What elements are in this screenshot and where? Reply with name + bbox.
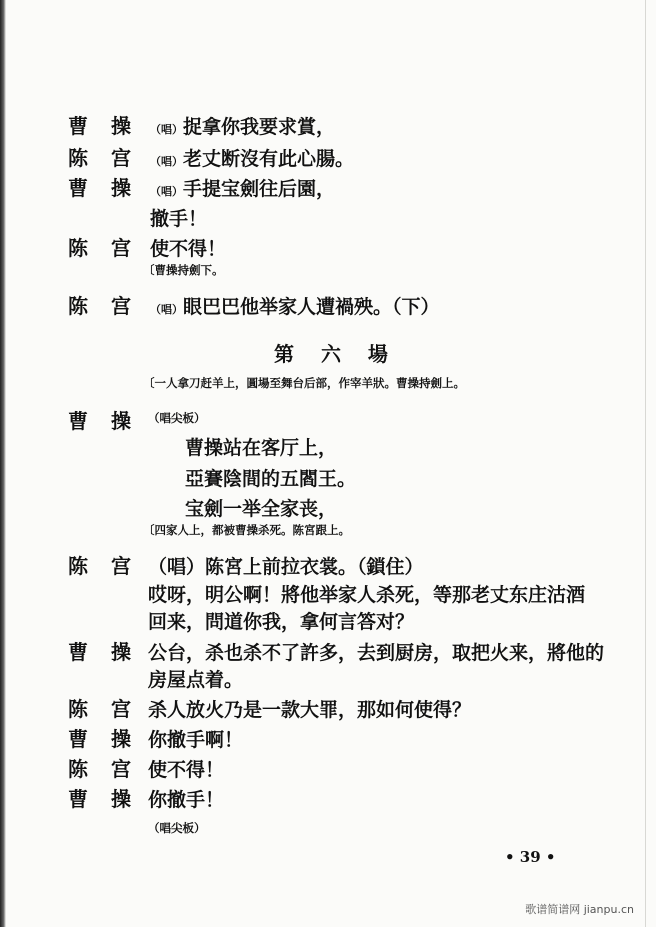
line-text: 你撤手啊！ bbox=[148, 729, 244, 751]
speaker: 陈 宫 bbox=[68, 554, 139, 578]
speaker: 曹 操 bbox=[68, 176, 139, 200]
line-text: 使不得！ bbox=[148, 759, 225, 781]
page-number: • 39 • bbox=[505, 848, 556, 866]
sing-style-tag: （唱尖板） bbox=[148, 821, 206, 835]
sing-style-tag: （唱尖板） bbox=[148, 411, 206, 425]
speaker: 曹 操 bbox=[68, 640, 139, 664]
stage-direction: 〔曹操持劍下。 bbox=[143, 263, 224, 277]
speaker: 陈 宫 bbox=[68, 146, 139, 170]
speaker: 曹 操 bbox=[68, 787, 139, 811]
line-text bbox=[150, 292, 440, 319]
line-text: 回来，問道你我，拿何言答对？ bbox=[148, 611, 415, 633]
lyric: 眼巴巴他举家人遭禍殃。（下） bbox=[183, 296, 440, 318]
verse-line: 亞賽陰間的五閻王。 bbox=[185, 468, 357, 490]
verse-line: 曹操站在客厅上， bbox=[185, 437, 338, 459]
line-text: 公台，杀也杀不了許多，去到厨房，取把火来，將他的 bbox=[148, 642, 605, 664]
lyric: 老丈断沒有此心腸。 bbox=[183, 148, 355, 170]
line-text: 使不得！ bbox=[150, 238, 227, 260]
sing-tag: （唱） bbox=[150, 185, 183, 198]
page-spine-shadow bbox=[0, 0, 6, 927]
speaker: 陈 宫 bbox=[68, 697, 139, 721]
speaker: 陈 宫 bbox=[68, 294, 139, 318]
line-text bbox=[150, 112, 335, 139]
lyric: 捉拿你我要求賞， bbox=[183, 116, 336, 138]
speaker: 曹 操 bbox=[68, 114, 139, 138]
sing-tag: （唱） bbox=[150, 155, 183, 168]
line-text bbox=[150, 144, 354, 171]
line-text: 撤手！ bbox=[150, 208, 208, 230]
stage-direction: 〔四家人上，都被曹操杀死。陈宮跟上。 bbox=[143, 523, 350, 537]
sing-tag: （唱） bbox=[150, 303, 183, 316]
line-text: 你撤手！ bbox=[148, 789, 225, 811]
speaker: 陈 宫 bbox=[68, 236, 139, 260]
line-text: 哎呀，明公啊！將他举家人杀死，等那老丈东庄沽酒 bbox=[148, 584, 586, 606]
watermark: 歌谱简谱网 jianpu.cn bbox=[525, 903, 634, 916]
lyric: 手提宝劍往后園， bbox=[183, 178, 336, 200]
speaker: 陈 宫 bbox=[68, 757, 139, 781]
verse-line: 宝劍一举全家丧， bbox=[185, 498, 338, 520]
speaker: 曹 操 bbox=[68, 409, 139, 433]
sing-tag: （唱） bbox=[150, 123, 183, 136]
stage-direction: 〔一人拿刀赶羊上，圓場至舞台后部，作宰羊狀。曹操持劍上。 bbox=[143, 376, 465, 390]
line-text: （唱）陈宮上前拉衣裳。（鎖住） bbox=[148, 556, 424, 578]
line-text: 杀人放火乃是一款大罪，那如何使得？ bbox=[148, 699, 472, 721]
page-edge bbox=[645, 0, 646, 927]
line-text bbox=[150, 174, 335, 201]
line-text: 房屋点着。 bbox=[148, 669, 244, 691]
speaker: 曹 操 bbox=[68, 727, 139, 751]
section-title: 第 六 場 bbox=[274, 342, 398, 366]
